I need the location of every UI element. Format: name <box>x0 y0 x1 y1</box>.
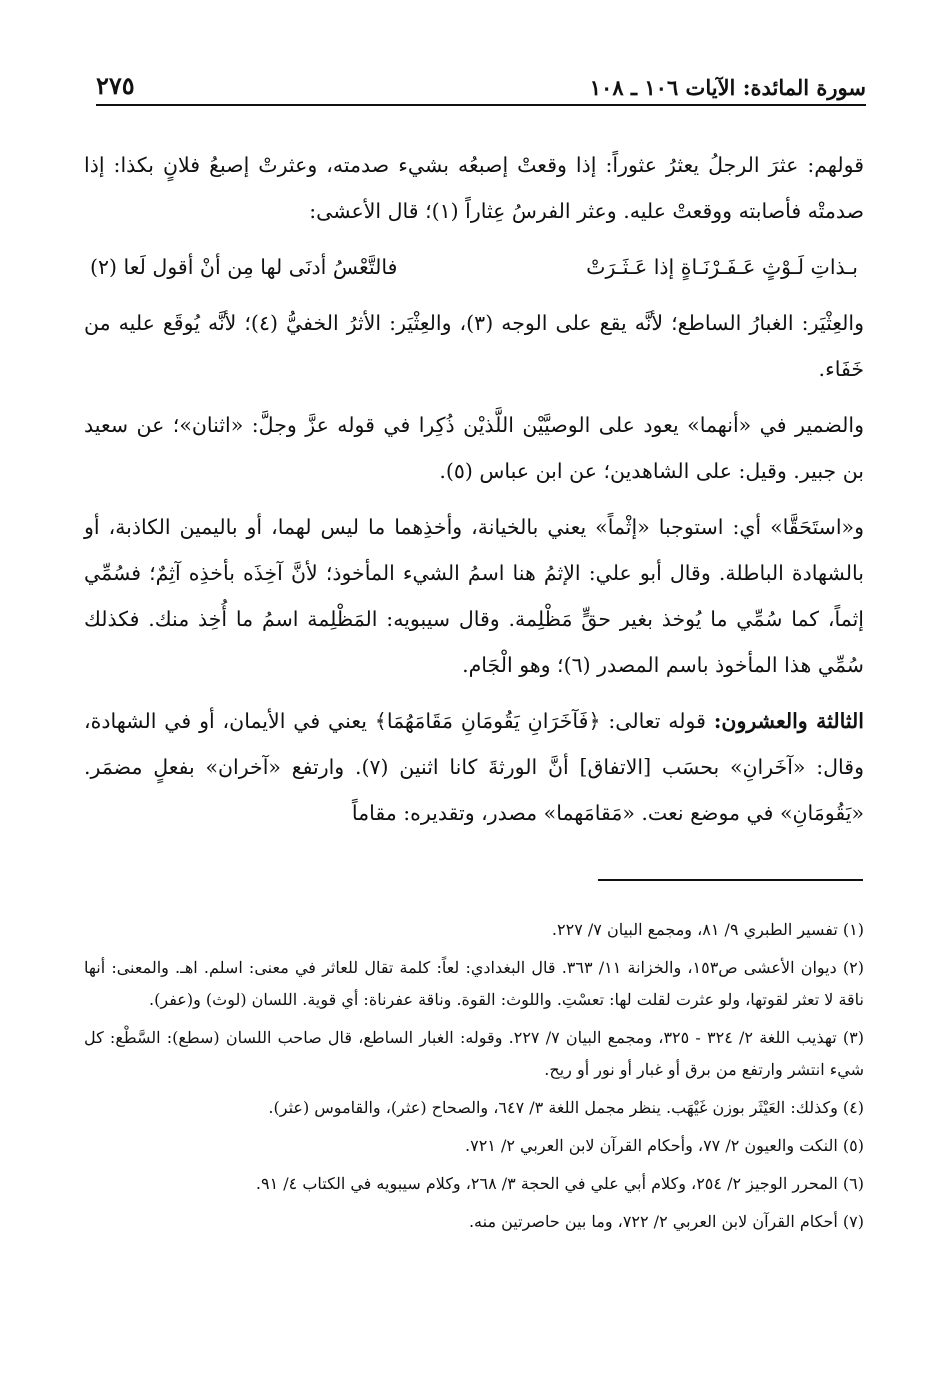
page-number: ٢٧٥ <box>96 71 135 100</box>
footnote-3: (٣) تهذيب اللغة ٢/ ٣٢٤ - ٣٢٥، ومجمع البيان ٧/ ٢٢٧. وقوله: الغبار الساطع، قال صاحب اللسان (سطع): السَّطْع: كل شيء انتشر وارتفع من برق أو غبار أو نور أو ريح. <box>84 1028 865 1079</box>
footnote-5: (٥) النكت والعيون ٢/ ٧٧، وأحكام القرآن لابن العربي ٢/ ٧٢١. <box>465 1136 864 1155</box>
running-title: سورة المائدة: الآيات ١٠٦ ـ ١٠٨ <box>589 75 866 100</box>
paragraph-3: والضمير في «أنهما» يعود على الوصيَّيْن اللَّذيْن ذُكِرا في قوله عزَّ وجلَّ: «اثنان»؛ عن سعيد بن جبير. وقيل: على الشاهدين؛ عن ابن عباس (٥). <box>84 413 864 483</box>
section-heading: الثالثة والعشرون: <box>713 709 864 733</box>
footnote-divider <box>598 879 863 881</box>
footnote-6: (٦) المحرر الوجيز ٢/ ٢٥٤، وكلام أبي علي في الحجة ٣/ ٢٦٨، وكلام سيبويه في الكتاب ٤/ ٩١. <box>255 1174 864 1193</box>
footnote-2: (٢) ديوان الأعشى ص١٥٣، والخزانة ١١/ ٣٦٣. قال البغدادي: لعاً: كلمة تقال للعاثر في معنى: اسلم. اهـ. والمعنى: أنها ناقة لا تعثر لقوتها، ولو عثرت لقلت لها: تعسْتِ. واللوث: القوة. وناقة عفرناة: أي قوية. اللسان (لوث) و(عفر). <box>84 958 864 1009</box>
footnote-1: (١) تفسير الطبري ٩/ ٨١، ومجمع البيان ٧/ ٢٢٧. <box>551 920 864 939</box>
page-header <box>96 60 866 106</box>
paragraph-5 <box>84 698 864 836</box>
paragraph-5-text: قوله تعالى: ﴿فَآخَرَانِ يَقُومَانِ مَقَامَهُمَا﴾ يعني في الأيمان، أو في الشهادة، وقال: «آخَرانِ» بحسَب [الاتفاق] أنَّ الورثةَ كانا اثنين (٧). وارتفع «آخران» بفعلٍ مضمَر. «يَقُومَانِ» في موضع نعت. «مَقامَهما» مصدر، وتقديره: مقاماً <box>84 709 864 825</box>
footnote-7: (٧) أحكام القرآن لابن العربي ٢/ ٧٢٢، وما بين حاصرتين منه. <box>468 1212 864 1231</box>
footnote-4: (٤) وكذلك: العَيْثَر بوزن غَيْهَب. ينظر مجمل اللغة ٣/ ٦٤٧، والصحاح (عثر)، والقاموس (عثر). <box>268 1098 864 1117</box>
verse-second-hemistich: فالتَّعْسُ أدنَى لها مِن أنْ أقول لَعا (٢) <box>90 255 398 279</box>
paragraph-2: والعِثْيَر: الغبارُ الساطع؛ لأنَّه يقع على الوجه (٣)، والعِثْيَر: الأثرُ الخفيُّ (٤)؛ لأنَّه يُوقَع عليه من خَفَاء. <box>84 311 864 381</box>
poetry-verse <box>84 244 864 290</box>
main-text <box>84 142 864 846</box>
verse-first-hemistich: بـذاتِ لَـوْثٍ عَـفَـرْنَـاةٍ إذا عَـثَـرَتْ <box>586 255 858 279</box>
paragraph-1: قولهم: عثرَ الرجلُ يعثرُ عثوراً: إذا وقعتْ إصبعُه بشيء صدمته، وعثرتْ إصبعُ فلانٍ بكذا: إذا صدمتْه فأصابته ووقعتْ عليه. وعثر الفرسُ عِثاراً (١)؛ قال الأعشى: <box>84 153 864 223</box>
paragraph-4: و«استَحَقَّا» أي: استوجبا «إثْماً» يعني بالخيانة، وأخذِهما ما ليس لهما، أو باليمين الكاذبة، أو بالشهادة الباطلة. وقال أبو علي: الإثمُ هنا اسمُ الشيء المأخوذ؛ لأنَّ آخِذَه بأخذِه آثِمٌ؛ فسُمِّي إثماً، كما سُمِّي ما يُوخذ بغير حقٍّ مَظْلِمة. وقال سيبويه: المَظْلِمة اسمُ ما أُخِذ منك. فكذلك سُمِّي هذا المأخوذ باسم المصدر (٦)؛ وهو الْجَام. <box>84 515 864 677</box>
footnotes <box>84 914 864 1244</box>
